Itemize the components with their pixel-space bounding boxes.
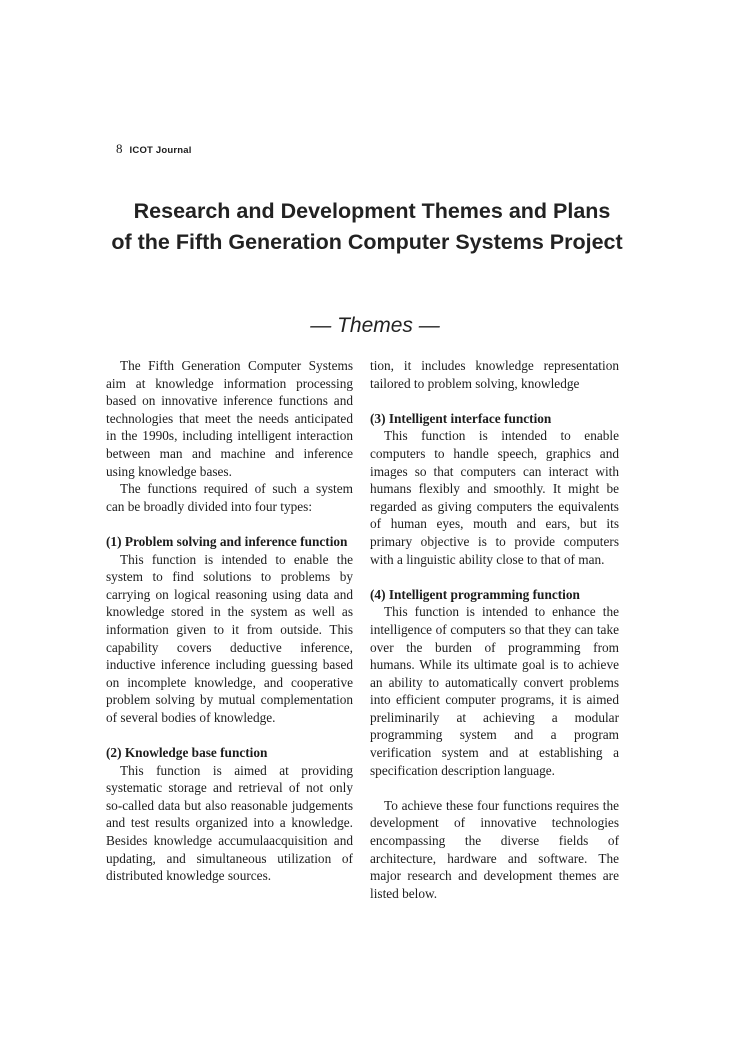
left-column — [106, 357, 353, 885]
title-line-1: Research and Development Themes and Plans — [133, 199, 611, 223]
running-header — [116, 141, 192, 157]
title-line-2: of the Fifth Generation Computer Systems Project — [111, 230, 623, 254]
right-column — [370, 357, 619, 902]
section-2-heading: (2) Knowledge base function — [106, 745, 268, 761]
section-4-body: This function is intended to enhance the intelligence of computers so that they can take over the burden of programming from humans. While its ultimate goal is to achieve an ability to automatically convert problems into efficient computer programs, it is aimed preliminarily at achieving a modular programming system and a program verification system and at establishing a specification description language. — [370, 604, 619, 778]
article-title — [110, 196, 640, 258]
intro-paragraph-1: The Fifth Generation Computer Systems aim at knowledge information processing based on innovative inference functions and technologies that meet the needs anticipated in the 1990s, including intelligent interaction between man and machine and inference using knowledge bases. — [106, 358, 353, 479]
section-1-heading: (1) Problem solving and inference function — [106, 533, 348, 549]
section-2-body: This function is aimed at providing systematic storage and retrieval of not only so-called data but also reasonable judgements and test results organized into a knowledge. Besides knowledge accumulaacquisition and updating, and simultaneous utilization of distributed knowledge sources. — [106, 762, 353, 884]
page-number: 8 — [116, 141, 123, 156]
intro-paragraph-2: The functions required of such a system can be broadly divided into four types: — [106, 481, 353, 514]
section-3-heading: (3) Intelligent interface function — [370, 410, 552, 426]
continued-text: tion, it includes knowledge representation tailored to problem solving, knowledge — [370, 358, 619, 391]
closing-paragraph: To achieve these four functions requires the development of innovative technologies encompassing the diverse fields of architecture, hardware and software. The major research and development themes are listed below. — [370, 797, 619, 901]
journal-name: ICOT Journal — [129, 145, 192, 156]
section-1-body: This function is intended to enable the system to find solutions to problems by carrying on logical reasoning using data and knowledge stored in the system as well as information given to it from outside. This capability covers deductive inference, inductive inference including guessing based on incomplete knowledge, and cooperative problem solving by mutual complementation of several bodies of knowledge. — [106, 551, 353, 725]
section-4-heading: (4) Intelligent programming function — [370, 586, 580, 602]
section-subtitle: — Themes — — [310, 314, 440, 337]
section-3-body: This function is intended to enable computers to handle speech, graphics and images so that computers can interact with humans flexibly and smoothly. It might be regarded as giving computers the equivalents of human eyes, mouth and ears, but its primary objective is to provide computers with a linguistic ability close to that of man. — [370, 428, 619, 567]
